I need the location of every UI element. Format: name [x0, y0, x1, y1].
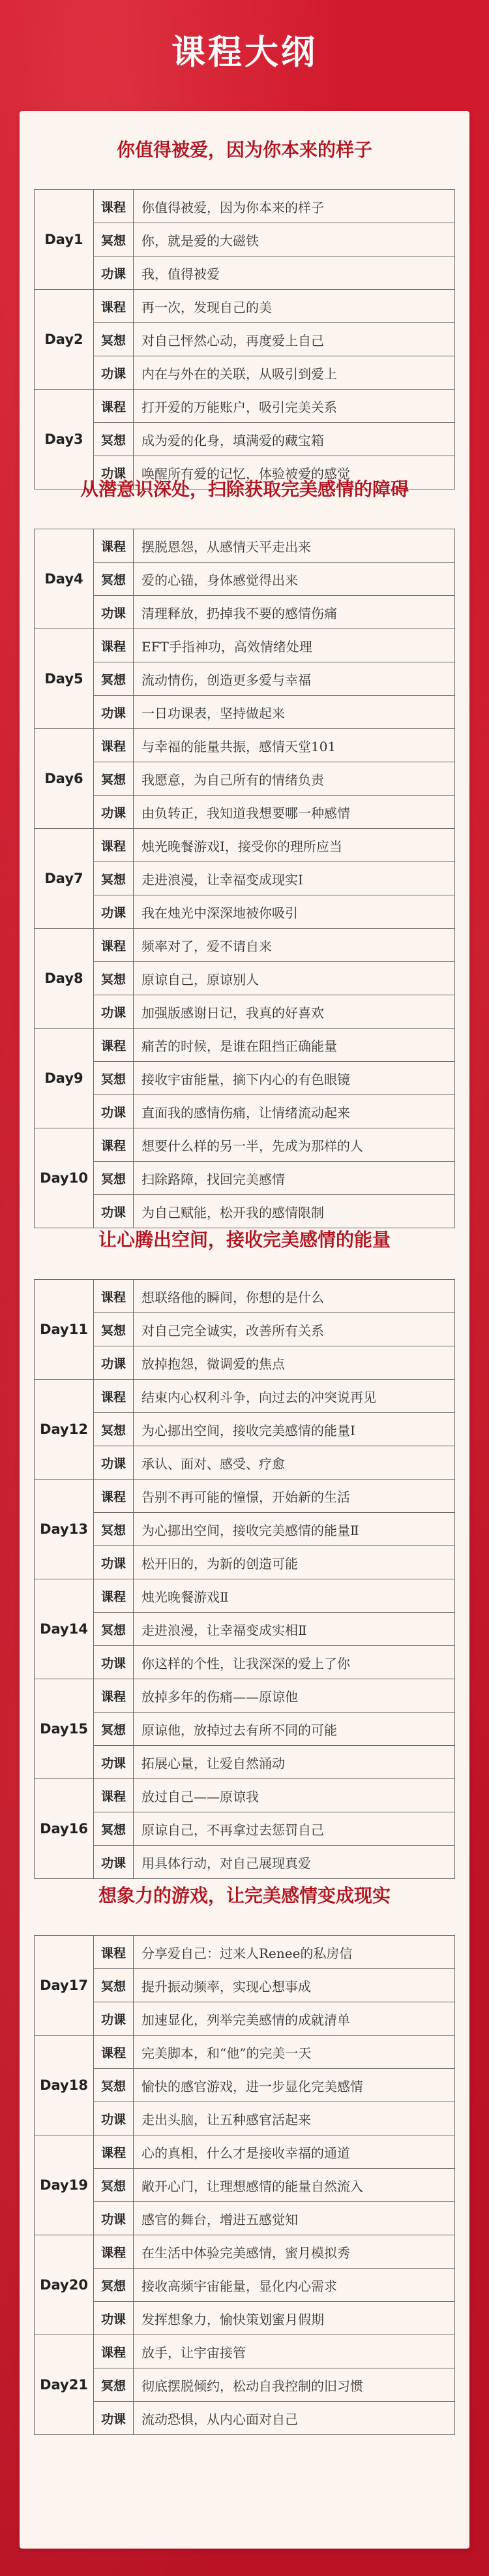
row-content: 接收宇宙能量，摘下内心的有色眼镜	[134, 1062, 455, 1095]
row-type-label: 课程	[94, 529, 134, 563]
row-content: 一日功课表，坚持做起来	[134, 696, 455, 729]
row-content: 原谅自己，不再拿过去惩罚自己	[134, 1812, 455, 1846]
table-row	[35, 762, 455, 796]
row-type-label: 功课	[94, 1095, 134, 1128]
row-content: 由负转正，我知道我想要哪一种感情	[134, 796, 455, 829]
table-row	[35, 1029, 455, 1062]
day-label: Day21	[35, 2335, 94, 2435]
page-title: 课程大纲	[171, 33, 318, 72]
row-content: 提升振动频率，实现心想事成	[134, 1969, 455, 2002]
row-type-label: 冥想	[94, 1812, 134, 1846]
row-content: 走进浪漫，让幸福变成实相Ⅱ	[134, 1613, 455, 1646]
day-label: Day7	[35, 829, 94, 929]
row-content: 敞开心门，让理想感情的能量自然流入	[134, 2169, 455, 2202]
table-row	[35, 662, 455, 696]
row-content: 为心挪出空间，接收完美感情的能量Ⅰ	[134, 1413, 455, 1446]
row-content: 在生活中体验完美感情，蜜月模拟秀	[134, 2235, 455, 2269]
row-type-label: 课程	[94, 190, 134, 223]
table-row	[35, 323, 455, 356]
table-row	[35, 1969, 455, 2002]
row-type-label: 功课	[94, 1195, 134, 1228]
row-content: 与幸福的能量共振，感情天堂101	[134, 729, 455, 762]
table-row	[35, 1513, 455, 1546]
section-heading: 让心腾出空间，接收完美感情的能量	[98, 1229, 391, 1250]
table-row	[35, 1812, 455, 1846]
row-type-label: 冥想	[94, 563, 134, 596]
row-type-label: 功课	[94, 356, 134, 390]
table-row	[35, 1062, 455, 1095]
day-label: Day11	[35, 1280, 94, 1380]
row-content: 放掉抱怨，微调爱的焦点	[134, 1346, 455, 1380]
table-row	[35, 2135, 455, 2169]
row-content: 烛光晚餐游戏Ⅰ，接受你的理所应当	[134, 829, 455, 862]
table-row	[35, 223, 455, 256]
row-type-label: 功课	[94, 995, 134, 1029]
table-row	[35, 1446, 455, 1480]
table-row	[35, 2069, 455, 2102]
row-type-label: 冥想	[94, 662, 134, 696]
section-heading: 想象力的游戏，让完美感情变成现实	[98, 1885, 391, 1906]
row-type-label: 功课	[94, 1546, 134, 1579]
row-content: 走出头脑，让五种感官活起来	[134, 2102, 455, 2135]
row-type-label: 功课	[94, 1746, 134, 1779]
table-row	[35, 1579, 455, 1613]
row-type-label: 课程	[94, 2235, 134, 2269]
table-row	[35, 563, 455, 596]
row-content: 频率对了，爱不请自来	[134, 929, 455, 962]
row-content: 想要什么样的另一半，先成为那样的人	[134, 1128, 455, 1162]
table-row	[35, 829, 455, 862]
table-row	[35, 2169, 455, 2202]
row-type-label: 功课	[94, 456, 134, 489]
row-type-label: 功课	[94, 1646, 134, 1679]
row-content: 流动情伤，创造更多爱与幸福	[134, 662, 455, 696]
row-content: 烛光晚餐游戏Ⅱ	[134, 1579, 455, 1613]
row-content: 再一次，发现自己的美	[134, 290, 455, 323]
table-row	[35, 796, 455, 829]
section-heading: 从潜意识深处，扫除获取完美感情的障碍	[80, 478, 409, 500]
row-type-label: 功课	[94, 696, 134, 729]
row-content: 我，值得被爱	[134, 256, 455, 290]
row-type-label: 课程	[94, 729, 134, 762]
row-type-label: 冥想	[94, 962, 134, 995]
row-content: 愉快的感官游戏，进一步显化完美感情	[134, 2069, 455, 2102]
row-type-label: 冥想	[94, 1513, 134, 1546]
row-type-label: 功课	[94, 2002, 134, 2036]
table-row	[35, 2002, 455, 2036]
day-label: Day4	[35, 529, 94, 629]
row-type-label: 冥想	[94, 323, 134, 356]
table-row	[35, 1713, 455, 1746]
row-type-label: 课程	[94, 2036, 134, 2069]
row-type-label: 课程	[94, 929, 134, 962]
row-content: 对自己怦然心动，再度爱上自己	[134, 323, 455, 356]
day-table	[34, 529, 455, 1228]
row-content: 扫除路障，找回完美感情	[134, 1162, 455, 1195]
row-type-label: 功课	[94, 1846, 134, 1879]
table-row	[35, 1128, 455, 1162]
row-type-label: 课程	[94, 1029, 134, 1062]
table-row	[35, 1346, 455, 1380]
table-row	[35, 190, 455, 223]
outline-section	[34, 450, 455, 1228]
row-type-label: 课程	[94, 629, 134, 662]
row-type-label: 课程	[94, 290, 134, 323]
row-content: EFT手指神功，高效情绪处理	[134, 629, 455, 662]
row-content: 原谅自己，原谅别人	[134, 962, 455, 995]
row-content: 成为爱的化身，填满爱的藏宝箱	[134, 423, 455, 456]
day-label: Day13	[35, 1480, 94, 1579]
table-row	[35, 1936, 455, 1969]
row-type-label: 冥想	[94, 223, 134, 256]
table-row	[35, 2269, 455, 2302]
day-label: Day3	[35, 390, 94, 489]
row-type-label: 课程	[94, 1579, 134, 1613]
outline-section	[34, 1201, 455, 1879]
row-type-label: 冥想	[94, 2069, 134, 2102]
day-table	[34, 1279, 455, 1879]
table-row	[35, 2102, 455, 2135]
row-content: 告别不再可能的憧憬，开始新的生活	[134, 1480, 455, 1513]
outline-section	[34, 111, 455, 489]
table-row	[35, 596, 455, 629]
table-row	[35, 2202, 455, 2235]
row-content: 加强版感谢日记，我真的好喜欢	[134, 995, 455, 1029]
row-content: 摆脱恩怨，从感情天平走出来	[134, 529, 455, 563]
table-row	[35, 2402, 455, 2435]
row-type-label: 课程	[94, 1779, 134, 1812]
table-row	[35, 995, 455, 1029]
row-type-label: 课程	[94, 829, 134, 862]
table-row	[35, 962, 455, 995]
day-label: Day8	[35, 929, 94, 1029]
row-type-label: 冥想	[94, 2368, 134, 2402]
row-type-label: 课程	[94, 1679, 134, 1713]
table-row	[35, 1779, 455, 1812]
day-label: Day19	[35, 2135, 94, 2235]
row-type-label: 冥想	[94, 1613, 134, 1646]
row-type-label: 功课	[94, 2202, 134, 2235]
table-row	[35, 1646, 455, 1679]
row-type-label: 功课	[94, 596, 134, 629]
row-type-label: 课程	[94, 1380, 134, 1413]
row-content: 松开旧的，为新的创造可能	[134, 1546, 455, 1579]
table-row	[35, 1280, 455, 1313]
row-content: 走进浪漫，让幸福变成现实Ⅰ	[134, 862, 455, 895]
row-content: 直面我的感情伤痛，让情绪流动起来	[134, 1095, 455, 1128]
row-type-label: 功课	[94, 2102, 134, 2135]
outline-section	[34, 1857, 455, 2435]
day-label: Day15	[35, 1679, 94, 1779]
row-content: 心的真相，什么才是接收幸福的通道	[134, 2135, 455, 2169]
row-content: 痛苦的时候，是谁在阻挡正确能量	[134, 1029, 455, 1062]
table-row	[35, 2368, 455, 2402]
row-content: 彻底摆脱倾约，松动自我控制的旧习惯	[134, 2368, 455, 2402]
table-row	[35, 929, 455, 962]
row-type-label: 冥想	[94, 2269, 134, 2302]
table-row	[35, 629, 455, 662]
day-label: Day18	[35, 2036, 94, 2135]
day-label: Day10	[35, 1128, 94, 1228]
table-row	[35, 1162, 455, 1195]
row-type-label: 功课	[94, 1446, 134, 1480]
table-row	[35, 1480, 455, 1513]
row-content: 分享爱自己：过来人Renee的私房信	[134, 1936, 455, 1969]
row-type-label: 功课	[94, 1346, 134, 1380]
day-label: Day12	[35, 1380, 94, 1480]
day-label: Day6	[35, 729, 94, 829]
row-type-label: 课程	[94, 2335, 134, 2368]
row-content: 发挥想象力，愉快策划蜜月假期	[134, 2302, 455, 2335]
row-content: 接收高频宇宙能量，显化内心需求	[134, 2269, 455, 2302]
table-row	[35, 1413, 455, 1446]
table-row	[35, 696, 455, 729]
table-row	[35, 1095, 455, 1128]
table-row	[35, 895, 455, 929]
row-content: 加速显化，列举完美感情的成就清单	[134, 2002, 455, 2036]
row-content: 我愿意，为自己所有的情绪负责	[134, 762, 455, 796]
row-type-label: 冥想	[94, 762, 134, 796]
table-row	[35, 356, 455, 390]
table-row	[35, 729, 455, 762]
row-content: 放掉多年的伤痛——原谅他	[134, 1679, 455, 1713]
day-label: Day16	[35, 1779, 94, 1879]
row-type-label: 冥想	[94, 1413, 134, 1446]
table-row	[35, 390, 455, 423]
row-content: 原谅他，放掉过去有所不同的可能	[134, 1713, 455, 1746]
day-table	[34, 189, 455, 489]
row-type-label: 功课	[94, 2302, 134, 2335]
row-type-label: 课程	[94, 1128, 134, 1162]
row-type-label: 冥想	[94, 1969, 134, 2002]
row-content: 爱的心锚，身体感觉得出来	[134, 563, 455, 596]
row-type-label: 课程	[94, 1480, 134, 1513]
row-type-label: 冥想	[94, 1313, 134, 1346]
row-content: 承认、面对、感受、疗愈	[134, 1446, 455, 1480]
row-content: 对自己完全诚实，改善所有关系	[134, 1313, 455, 1346]
table-row	[35, 1679, 455, 1713]
row-type-label: 冥想	[94, 1062, 134, 1095]
table-row	[35, 1313, 455, 1346]
row-content: 结束内心权利斗争，向过去的冲突说再见	[134, 1380, 455, 1413]
row-content: 为心挪出空间，接收完美感情的能量Ⅱ	[134, 1513, 455, 1546]
row-content: 用具体行动，对自己展现真爱	[134, 1846, 455, 1879]
day-label: Day5	[35, 629, 94, 729]
row-content: 你这样的个性，让我深深的爱上了你	[134, 1646, 455, 1679]
day-label: Day14	[35, 1579, 94, 1679]
day-label: Day17	[35, 1936, 94, 2036]
table-row	[35, 2036, 455, 2069]
day-label: Day9	[35, 1029, 94, 1128]
section-heading: 你值得被爱，因为你本来的样子	[116, 139, 372, 161]
table-row	[35, 290, 455, 323]
row-type-label: 冥想	[94, 1162, 134, 1195]
day-label: Day20	[35, 2235, 94, 2335]
row-content: 内在与外在的关联，从吸引到爱上	[134, 356, 455, 390]
table-row	[35, 529, 455, 563]
row-content: 完美脚本，和“他”的完美一天	[134, 2036, 455, 2069]
table-row	[35, 1613, 455, 1646]
row-content: 你值得被爱，因为你本来的样子	[134, 190, 455, 223]
row-type-label: 课程	[94, 2135, 134, 2169]
table-row	[35, 1546, 455, 1579]
row-content: 感官的舞台，增进五感觉知	[134, 2202, 455, 2235]
table-row	[35, 1746, 455, 1779]
row-content: 唤醒所有爱的记忆，体验被爱的感觉	[134, 456, 455, 489]
row-type-label: 课程	[94, 1936, 134, 1969]
table-row	[35, 2302, 455, 2335]
row-type-label: 功课	[94, 2402, 134, 2435]
row-type-label: 功课	[94, 256, 134, 290]
row-content: 我在烛光中深深地被你吸引	[134, 895, 455, 929]
row-content: 清理释放，扔掉我不要的感情伤痛	[134, 596, 455, 629]
table-row	[35, 862, 455, 895]
table-row	[35, 1380, 455, 1413]
day-label: Day2	[35, 290, 94, 390]
row-type-label: 功课	[94, 796, 134, 829]
row-type-label: 冥想	[94, 2169, 134, 2202]
row-content: 拓展心量，让爱自然涌动	[134, 1746, 455, 1779]
row-content: 流动恐惧，从内心面对自己	[134, 2402, 455, 2435]
row-content: 你，就是爱的大磁铁	[134, 223, 455, 256]
day-table	[34, 1935, 455, 2435]
row-content: 打开爱的万能账户，吸引完美关系	[134, 390, 455, 423]
row-content: 放过自己——原谅我	[134, 1779, 455, 1812]
row-type-label: 冥想	[94, 423, 134, 456]
table-row	[35, 2235, 455, 2269]
table-row	[35, 256, 455, 290]
row-type-label: 冥想	[94, 1713, 134, 1746]
row-type-label: 课程	[94, 390, 134, 423]
table-row	[35, 2335, 455, 2368]
row-content: 为自己赋能，松开我的感情限制	[134, 1195, 455, 1228]
row-content: 放手，让宇宙接管	[134, 2335, 455, 2368]
row-type-label: 冥想	[94, 862, 134, 895]
day-label: Day1	[35, 190, 94, 290]
row-type-label: 课程	[94, 1280, 134, 1313]
row-content: 想联络他的瞬间，你想的是什么	[134, 1280, 455, 1313]
row-type-label: 功课	[94, 895, 134, 929]
